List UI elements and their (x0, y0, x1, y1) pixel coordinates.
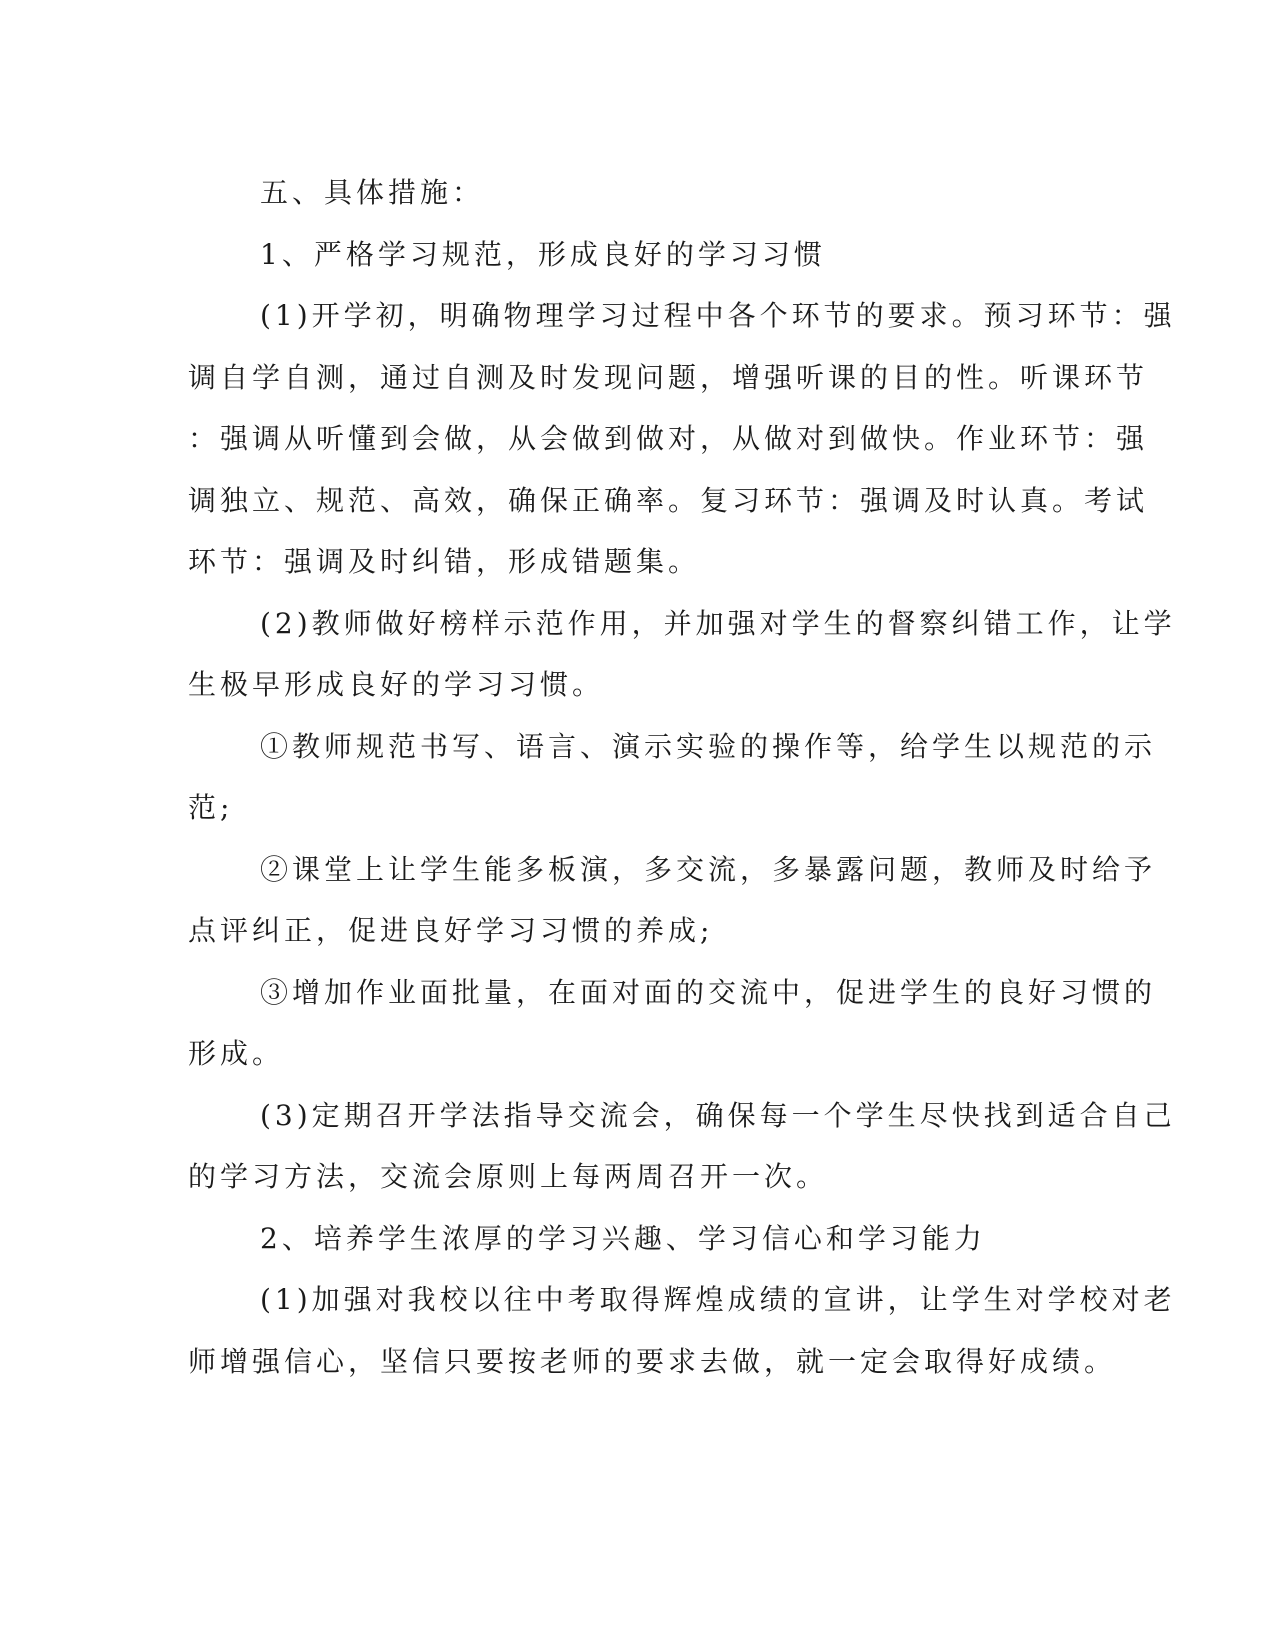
text-line: ②课堂上让学生能多板演，多交流，多暴露问题，教师及时给予 (260, 852, 1157, 886)
text-line: 生极早形成良好的学习习惯。 (188, 668, 605, 701)
text-line: 形成。 (188, 1037, 285, 1070)
text-line: ①教师规范书写、语言、演示实验的操作等，给学生以规范的示 (260, 729, 1157, 763)
text-line: 范; (188, 791, 234, 824)
text-line: 1、严格学习规范，形成良好的学习习惯 (260, 237, 826, 271)
text-line: 调独立、规范、高效，确保正确率。复习环节：强调及时认真。考试 (188, 483, 1149, 517)
text-line: 环节：强调及时纠错，形成错题集。 (188, 545, 701, 578)
text-line: (3)定期召开学法指导交流会，确保每一个学生尽快找到适合自己 (260, 1098, 1176, 1132)
text-line: 2、培养学生浓厚的学习兴趣、学习信心和学习能力 (260, 1221, 986, 1255)
text-line: 调自学自测，通过自测及时发现问题，增强听课的目的性。听课环节 (188, 360, 1149, 394)
text-line: 的学习方法，交流会原则上每两周召开一次。 (188, 1160, 829, 1193)
text-line: 点评纠正，促进良好学习习惯的养成; (188, 914, 714, 947)
text-line: 五、具体措施： (260, 176, 485, 209)
text-line: 师增强信心，坚信只要按老师的要求去做，就一定会取得好成绩。 (188, 1344, 1117, 1378)
text-line: ：强调从听懂到会做，从会做到做对，从做对到做快。作业环节：强 (188, 422, 1149, 455)
text-line: ③增加作业面批量，在面对面的交流中，促进学生的良好习惯的 (260, 975, 1157, 1009)
document-body (188, 162, 1176, 1392)
text-line: (1)开学初，明确物理学习过程中各个环节的要求。预习环节：强 (260, 299, 1176, 332)
text-line: (2)教师做好榜样示范作用，并加强对学生的督察纠错工作，让学 (260, 606, 1176, 640)
text-line: (1)加强对我校以往中考取得辉煌成绩的宣讲，让学生对学校对老 (260, 1283, 1176, 1316)
